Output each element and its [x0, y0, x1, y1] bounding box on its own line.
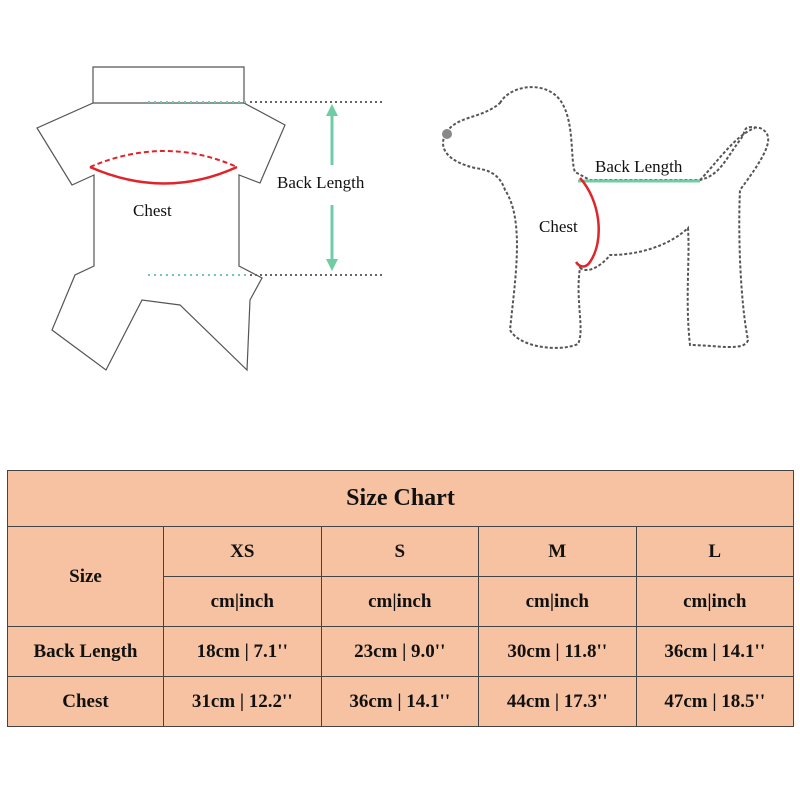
unit-s: cm|inch	[321, 577, 479, 627]
left-back-length-label: Back Length	[277, 173, 365, 192]
row-label-chest: Chest	[8, 677, 164, 727]
dog-outline	[443, 87, 768, 348]
row-label-back-length: Back Length	[8, 627, 164, 677]
table-cell: 23cm | 9.0''	[321, 627, 479, 677]
size-header-cell: Size	[8, 527, 164, 627]
left-chest-label: Chest	[133, 201, 172, 220]
chest-line-front	[90, 167, 237, 184]
dog-shape	[443, 87, 768, 348]
dog-tail	[700, 128, 755, 180]
table-cell: 30cm | 11.8''	[479, 627, 637, 677]
size-m: M	[479, 527, 637, 577]
table-cell: 18cm | 7.1''	[164, 627, 322, 677]
size-chart-table	[7, 470, 794, 727]
unit-m: cm|inch	[479, 577, 637, 627]
table-cell: 31cm | 12.2''	[164, 677, 322, 727]
table-row	[8, 677, 794, 727]
chest-line-back	[90, 151, 237, 167]
arrow-down-head	[326, 259, 338, 271]
size-s: S	[321, 527, 479, 577]
unit-xs: cm|inch	[164, 577, 322, 627]
title-row	[8, 471, 794, 527]
size-xs: XS	[164, 527, 322, 577]
table-cell: 36cm | 14.1''	[636, 627, 794, 677]
table-cell: 47cm | 18.5''	[636, 677, 794, 727]
right-back-length-label: Back Length	[595, 157, 683, 176]
table-cell: 36cm | 14.1''	[321, 677, 479, 727]
size-l: L	[636, 527, 794, 577]
size-chart-title: Size Chart	[8, 471, 794, 527]
arrow-up-head	[326, 104, 338, 116]
dog-chest-line	[576, 178, 599, 267]
size-label-row	[8, 527, 794, 577]
unit-l: cm|inch	[636, 577, 794, 627]
table-cell: 44cm | 17.3''	[479, 677, 637, 727]
dog-nose-icon	[442, 129, 452, 139]
right-chest-label: Chest	[539, 217, 578, 236]
table-row	[8, 627, 794, 677]
